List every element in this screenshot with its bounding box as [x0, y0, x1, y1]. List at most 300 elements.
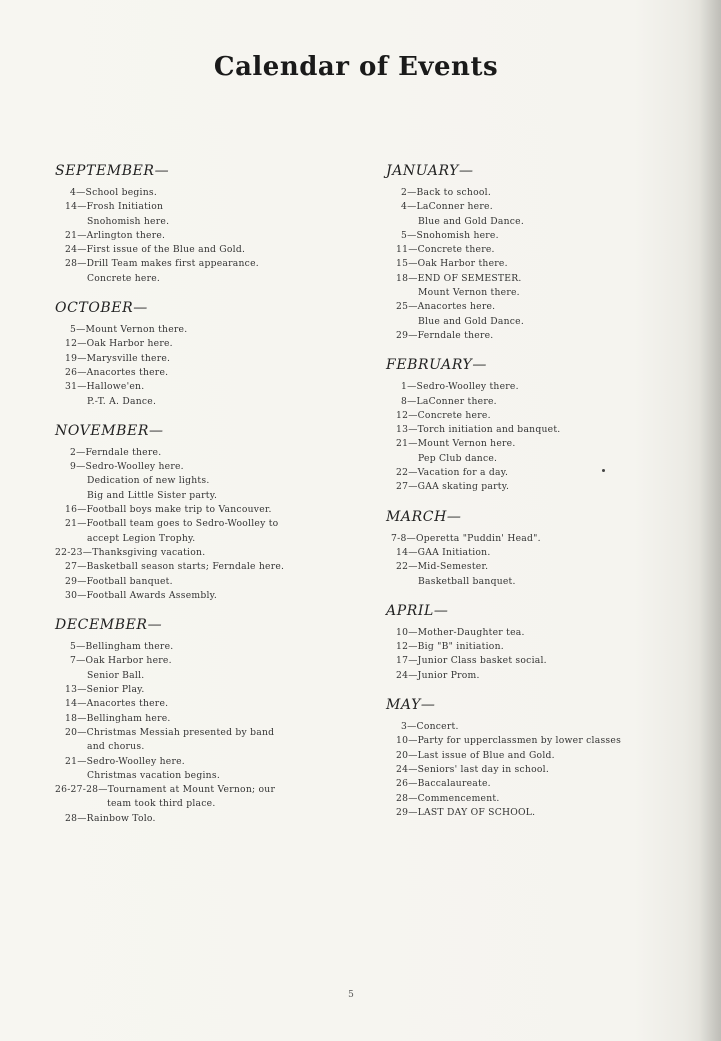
- event-line: [391, 532, 661, 546]
- event-entry: [55, 243, 330, 257]
- event-text: Anacortes here.: [417, 301, 496, 313]
- event-entry: [55, 366, 330, 380]
- event-text: Basketball season starts; Ferndale here.: [86, 561, 285, 573]
- event-text: Junior Prom.: [417, 669, 480, 681]
- event-dash: —: [408, 244, 418, 256]
- event-date: 20: [396, 749, 409, 761]
- event-line: [65, 697, 330, 711]
- event-date: 5: [70, 324, 77, 336]
- event-line: [65, 337, 330, 351]
- event-text: Ferndale there.: [85, 446, 162, 458]
- event-continuation: Blue and Gold Dance.: [418, 315, 525, 327]
- event-dash: —: [76, 187, 86, 198]
- event-date: 22: [396, 561, 409, 573]
- event-text: Oak Harbor here.: [85, 655, 172, 667]
- event-entry: [386, 243, 661, 257]
- event-dash: —: [408, 792, 418, 804]
- event-date: 12: [65, 338, 78, 350]
- event-date: 13: [396, 424, 409, 436]
- event-text: Anacortes there.: [86, 366, 169, 378]
- month-section-april: [386, 602, 661, 683]
- event-dash: —: [76, 641, 86, 653]
- event-date: 12: [396, 641, 409, 653]
- event-text: Marysville there.: [86, 352, 171, 364]
- event-entry: [55, 589, 330, 603]
- event-text: Mount Vernon there.: [85, 324, 188, 336]
- month-section-may: [386, 696, 661, 820]
- event-date: 7: [70, 655, 77, 667]
- event-date: 15: [396, 258, 409, 270]
- event-text: Football team goes to Sedro-Woolley to: [86, 518, 279, 530]
- event-dash: —: [76, 655, 86, 667]
- event-dash: —: [408, 301, 418, 313]
- event-date: 26-27-28: [55, 784, 99, 796]
- event-continuation: Snohomish here.: [87, 215, 170, 227]
- event-entry: [55, 783, 330, 812]
- event-date: 4: [401, 201, 408, 213]
- event-dash: —: [408, 258, 418, 270]
- event-line: [70, 460, 330, 474]
- event-dash: —: [76, 324, 86, 336]
- event-entry: [55, 380, 330, 409]
- event-line: [396, 806, 661, 820]
- event-dash: —: [77, 575, 87, 587]
- event-dash: —: [77, 812, 87, 824]
- event-entry: [55, 560, 330, 574]
- event-date: 18: [396, 272, 409, 284]
- event-entry: [386, 626, 661, 640]
- event-date: 25: [396, 301, 409, 313]
- event-dash: —: [408, 626, 418, 638]
- month-heading: [55, 299, 330, 317]
- month-name: DECEMBER: [55, 617, 148, 634]
- event-continuation: and chorus.: [87, 741, 145, 753]
- month-name: NOVEMBER: [55, 422, 149, 439]
- event-entry: [386, 777, 661, 791]
- event-date: 26: [396, 778, 409, 790]
- event-text: First issue of the Blue and Gold.: [86, 244, 246, 256]
- event-entry: [386, 186, 661, 200]
- event-line: [65, 726, 330, 740]
- event-date: 14: [65, 698, 78, 710]
- event-dash: —: [407, 395, 417, 407]
- event-dash: —: [408, 561, 418, 573]
- event-dash: —: [77, 338, 87, 350]
- event-line: [65, 257, 330, 271]
- event-text: Concrete there.: [417, 244, 495, 256]
- event-entry: [55, 654, 330, 683]
- event-text: Christmas Messiah presented by band: [86, 726, 275, 738]
- event-line: [55, 546, 330, 560]
- event-entry: [55, 257, 330, 286]
- event-text: Sedro-Woolley here.: [85, 461, 184, 473]
- month-heading: [386, 696, 661, 714]
- event-line: [65, 503, 330, 517]
- event-line: [396, 749, 661, 763]
- event-text: Baccalaureate.: [417, 778, 491, 790]
- month-name: APRIL: [386, 602, 434, 619]
- event-text: Thanksgiving vacation.: [92, 546, 206, 558]
- event-dash: —: [77, 381, 87, 393]
- event-text: Torch initiation and banquet.: [417, 424, 561, 436]
- month-dash: —: [154, 163, 169, 179]
- event-line: [70, 654, 330, 668]
- event-text: LaConner there.: [416, 395, 497, 407]
- event-entry: [55, 726, 330, 755]
- event-entry: [386, 257, 661, 271]
- event-dash: —: [77, 258, 87, 270]
- event-continuation: Christmas vacation begins.: [87, 769, 220, 781]
- event-line: [401, 720, 661, 734]
- event-continuation: Concrete here.: [87, 272, 161, 284]
- event-line: [396, 409, 661, 423]
- event-line: [65, 575, 330, 589]
- month-section-january: [386, 162, 661, 343]
- event-dash: —: [98, 784, 108, 796]
- event-entry: [55, 460, 330, 503]
- event-text: Junior Class basket social.: [417, 655, 547, 667]
- event-dash: —: [407, 381, 417, 393]
- event-date: 16: [65, 504, 78, 516]
- event-date: 2: [70, 446, 77, 458]
- month-heading: [55, 162, 330, 180]
- event-entry: [386, 423, 661, 437]
- right-column: [386, 162, 661, 833]
- left-column: [55, 162, 330, 839]
- event-date: 10: [396, 735, 409, 747]
- event-text: Oak Harbor here.: [86, 338, 173, 350]
- event-line: [65, 560, 330, 574]
- event-dash: —: [408, 669, 418, 681]
- event-line: [396, 480, 661, 494]
- event-line: [396, 466, 661, 480]
- event-text: Vacation for a day.: [417, 467, 509, 479]
- event-dash: —: [408, 778, 418, 790]
- event-entry: [386, 560, 661, 589]
- event-entry: [386, 792, 661, 806]
- event-line: [70, 323, 330, 337]
- event-text: Bellingham there.: [85, 641, 174, 653]
- month-dash: —: [433, 602, 448, 619]
- event-text: GAA skating party.: [417, 481, 510, 493]
- event-dash: —: [407, 721, 417, 733]
- month-dash: —: [420, 697, 435, 714]
- event-dash: —: [407, 201, 417, 213]
- event-line: [396, 300, 661, 314]
- event-line: [65, 812, 330, 826]
- event-text: Oak Harbor there.: [417, 258, 508, 270]
- event-text: Arlington there.: [86, 229, 166, 241]
- event-text: Concert.: [416, 721, 459, 733]
- event-line: [396, 777, 661, 791]
- event-dash: —: [77, 561, 87, 573]
- event-dash: —: [408, 438, 418, 450]
- event-dash: —: [408, 655, 418, 667]
- event-line: [65, 517, 330, 531]
- binding-shadow: [699, 0, 721, 1041]
- event-entry: [55, 337, 330, 351]
- event-text: Senior Play.: [86, 684, 145, 696]
- event-text: Hallowe'en.: [86, 381, 145, 393]
- event-text: Mount Vernon here.: [417, 438, 516, 450]
- event-dash: —: [408, 467, 418, 479]
- event-date: 17: [396, 655, 409, 667]
- event-dash: —: [77, 504, 87, 516]
- event-text: Snohomish here.: [416, 229, 499, 241]
- event-entry: [55, 229, 330, 243]
- event-date: 11: [396, 244, 409, 256]
- event-date: 29: [396, 806, 409, 818]
- event-text: Tournament at Mount Vernon; our: [107, 784, 276, 796]
- month-section-november: [55, 422, 330, 603]
- event-line: [396, 792, 661, 806]
- event-line: [396, 423, 661, 437]
- event-date: 14: [396, 546, 409, 558]
- event-line: [396, 272, 661, 286]
- event-dash: —: [76, 461, 86, 473]
- event-line: [65, 200, 330, 214]
- event-dash: —: [408, 806, 418, 818]
- event-continuation: Mount Vernon there.: [418, 287, 520, 299]
- event-dash: —: [77, 518, 87, 530]
- event-entry: [386, 466, 661, 480]
- event-text: Last issue of Blue and Gold.: [417, 749, 555, 761]
- event-line: [401, 229, 661, 243]
- event-text: Big "B" initiation.: [417, 641, 504, 653]
- event-dash: —: [408, 272, 418, 284]
- month-heading: [386, 356, 661, 374]
- event-date: 19: [65, 352, 78, 364]
- event-date: 8: [401, 395, 408, 407]
- event-continuation: Dedication of new lights.: [87, 475, 210, 487]
- event-dash: —: [408, 409, 418, 421]
- month-name: JANUARY: [386, 163, 460, 179]
- event-date: 24: [396, 763, 409, 775]
- event-line: [396, 243, 661, 257]
- event-text: Operetta "Puddin' Head".: [415, 532, 541, 544]
- event-dash: —: [76, 446, 86, 458]
- month-name: MARCH: [386, 508, 447, 525]
- event-date: 10: [396, 626, 409, 638]
- event-dash: —: [408, 735, 418, 747]
- event-text: LaConner here.: [416, 201, 493, 213]
- event-date: 28: [65, 258, 78, 270]
- event-dash: —: [77, 712, 87, 724]
- event-text: Rainbow Tolo.: [86, 812, 156, 824]
- event-text: Sedro-Woolley there.: [416, 381, 519, 393]
- month-dash: —: [446, 508, 461, 525]
- event-entry: [55, 186, 330, 200]
- event-date: 26: [65, 366, 78, 378]
- event-date: 31: [65, 381, 78, 393]
- event-entry: [55, 683, 330, 697]
- event-entry: [55, 446, 330, 460]
- event-entry: [386, 380, 661, 394]
- ink-speck: [602, 469, 605, 472]
- event-entry: [386, 669, 661, 683]
- event-dash: —: [408, 641, 418, 653]
- event-entry: [55, 503, 330, 517]
- event-date: 18: [65, 712, 78, 724]
- event-entry: [386, 272, 661, 301]
- event-text: Party for upperclassmen by lower classes: [417, 735, 622, 747]
- month-name: FEBRUARY: [386, 357, 473, 374]
- event-date: 22: [396, 467, 409, 479]
- event-line: [396, 763, 661, 777]
- event-line: [70, 446, 330, 460]
- event-line: [65, 229, 330, 243]
- event-dash: —: [77, 201, 87, 213]
- event-entry: [55, 352, 330, 366]
- event-dash: —: [408, 481, 418, 493]
- event-entry: [386, 200, 661, 229]
- event-continuation: Blue and Gold Dance.: [418, 215, 525, 227]
- event-date: 24: [65, 244, 78, 256]
- event-date: 21: [65, 518, 78, 530]
- month-dash: —: [472, 357, 487, 374]
- event-entry: [55, 323, 330, 337]
- month-section-september: [55, 162, 330, 286]
- event-line: [396, 640, 661, 654]
- month-heading: [386, 508, 661, 526]
- event-entry: [55, 712, 330, 726]
- event-continuation: accept Legion Trophy.: [87, 532, 196, 544]
- event-text: Bellingham here.: [86, 712, 171, 724]
- event-text: Sedro-Woolley here.: [86, 755, 185, 767]
- event-date: 21: [65, 755, 78, 767]
- month-heading: [386, 162, 661, 180]
- event-dash: —: [408, 763, 418, 775]
- event-date: 12: [396, 409, 409, 421]
- event-line: [70, 640, 330, 654]
- event-line: [396, 654, 661, 668]
- event-text: Ferndale there.: [417, 329, 494, 341]
- event-dash: —: [77, 229, 87, 241]
- event-date: 5: [70, 641, 77, 653]
- event-line: [401, 395, 661, 409]
- event-entry: [386, 640, 661, 654]
- event-text: Mid-Semester.: [417, 561, 489, 573]
- event-entry: [55, 575, 330, 589]
- event-entry: [386, 720, 661, 734]
- event-date: 2: [401, 187, 408, 198]
- event-entry: [386, 763, 661, 777]
- event-line: [396, 546, 661, 560]
- event-date: 21: [396, 438, 409, 450]
- event-entry: [386, 300, 661, 329]
- event-line: [396, 437, 661, 451]
- event-continuation: Big and Little Sister party.: [87, 489, 218, 501]
- event-dash: —: [77, 366, 87, 378]
- event-text: Football boys make trip to Vancouver.: [86, 504, 272, 516]
- event-entry: [386, 329, 661, 343]
- event-dash: —: [408, 546, 418, 558]
- event-dash: —: [408, 424, 418, 436]
- event-entry: [386, 806, 661, 820]
- event-line: [65, 380, 330, 394]
- event-entry: [55, 755, 330, 784]
- event-line: [70, 186, 330, 200]
- month-section-october: [55, 299, 330, 409]
- event-text: Drill Team makes first appearance.: [86, 258, 259, 270]
- event-date: 24: [396, 669, 409, 681]
- month-heading: [55, 616, 330, 634]
- event-date: 30: [65, 589, 78, 601]
- page-title: Calendar of Events: [213, 52, 499, 82]
- event-date: 28: [65, 812, 78, 824]
- event-date: 29: [396, 329, 409, 341]
- event-dash: —: [77, 698, 87, 710]
- event-continuation: P.-T. A. Dance.: [87, 395, 157, 407]
- month-dash: —: [149, 422, 163, 439]
- event-entry: [386, 229, 661, 243]
- month-name: OCTOBER: [55, 300, 134, 317]
- event-date: 14: [65, 201, 78, 213]
- page-number: 5: [348, 990, 354, 1000]
- event-dash: —: [77, 726, 87, 738]
- event-dash: —: [77, 589, 87, 601]
- event-text: Anacortes there.: [86, 698, 169, 710]
- event-dash: —: [408, 329, 418, 341]
- event-date: 13: [65, 684, 78, 696]
- event-line: [65, 243, 330, 257]
- event-entry: [386, 532, 661, 546]
- event-date: 20: [65, 726, 78, 738]
- event-date: 1: [401, 381, 408, 393]
- event-line: [401, 380, 661, 394]
- month-section-february: [386, 356, 661, 494]
- event-dash: —: [408, 749, 418, 761]
- event-date: 28: [396, 792, 409, 804]
- event-dash: —: [407, 187, 417, 198]
- event-entry: [386, 437, 661, 466]
- event-continuation: team took third place.: [107, 798, 216, 810]
- event-date: 5: [401, 229, 408, 241]
- event-entry: [386, 654, 661, 668]
- event-dash: —: [77, 244, 87, 256]
- event-dash: —: [77, 755, 87, 767]
- event-entry: [386, 546, 661, 560]
- event-date: 27: [396, 481, 409, 493]
- event-line: [396, 560, 661, 574]
- event-entry: [55, 697, 330, 711]
- event-dash: —: [77, 684, 87, 696]
- event-line: [396, 669, 661, 683]
- event-text: Concrete here.: [417, 409, 491, 421]
- event-continuation: Pep Club dance.: [418, 452, 498, 464]
- event-line: [396, 626, 661, 640]
- event-entry: [55, 812, 330, 826]
- event-text: School begins.: [85, 187, 158, 198]
- event-continuation: Basketball banquet.: [418, 575, 516, 587]
- event-text: END OF SEMESTER.: [417, 272, 522, 284]
- event-date: 22-23: [55, 546, 83, 558]
- event-dash: —: [77, 352, 87, 364]
- event-entry: [386, 734, 661, 748]
- event-date: 29: [65, 575, 78, 587]
- event-text: Back to school.: [416, 187, 492, 198]
- event-entry: [55, 640, 330, 654]
- event-line: [55, 783, 330, 797]
- month-dash: —: [147, 617, 162, 634]
- event-entry: [55, 200, 330, 229]
- event-entry: [386, 395, 661, 409]
- month-dash: —: [133, 300, 148, 317]
- event-line: [65, 589, 330, 603]
- event-entry: [386, 480, 661, 494]
- event-date: 27: [65, 561, 78, 573]
- event-entry: [386, 749, 661, 763]
